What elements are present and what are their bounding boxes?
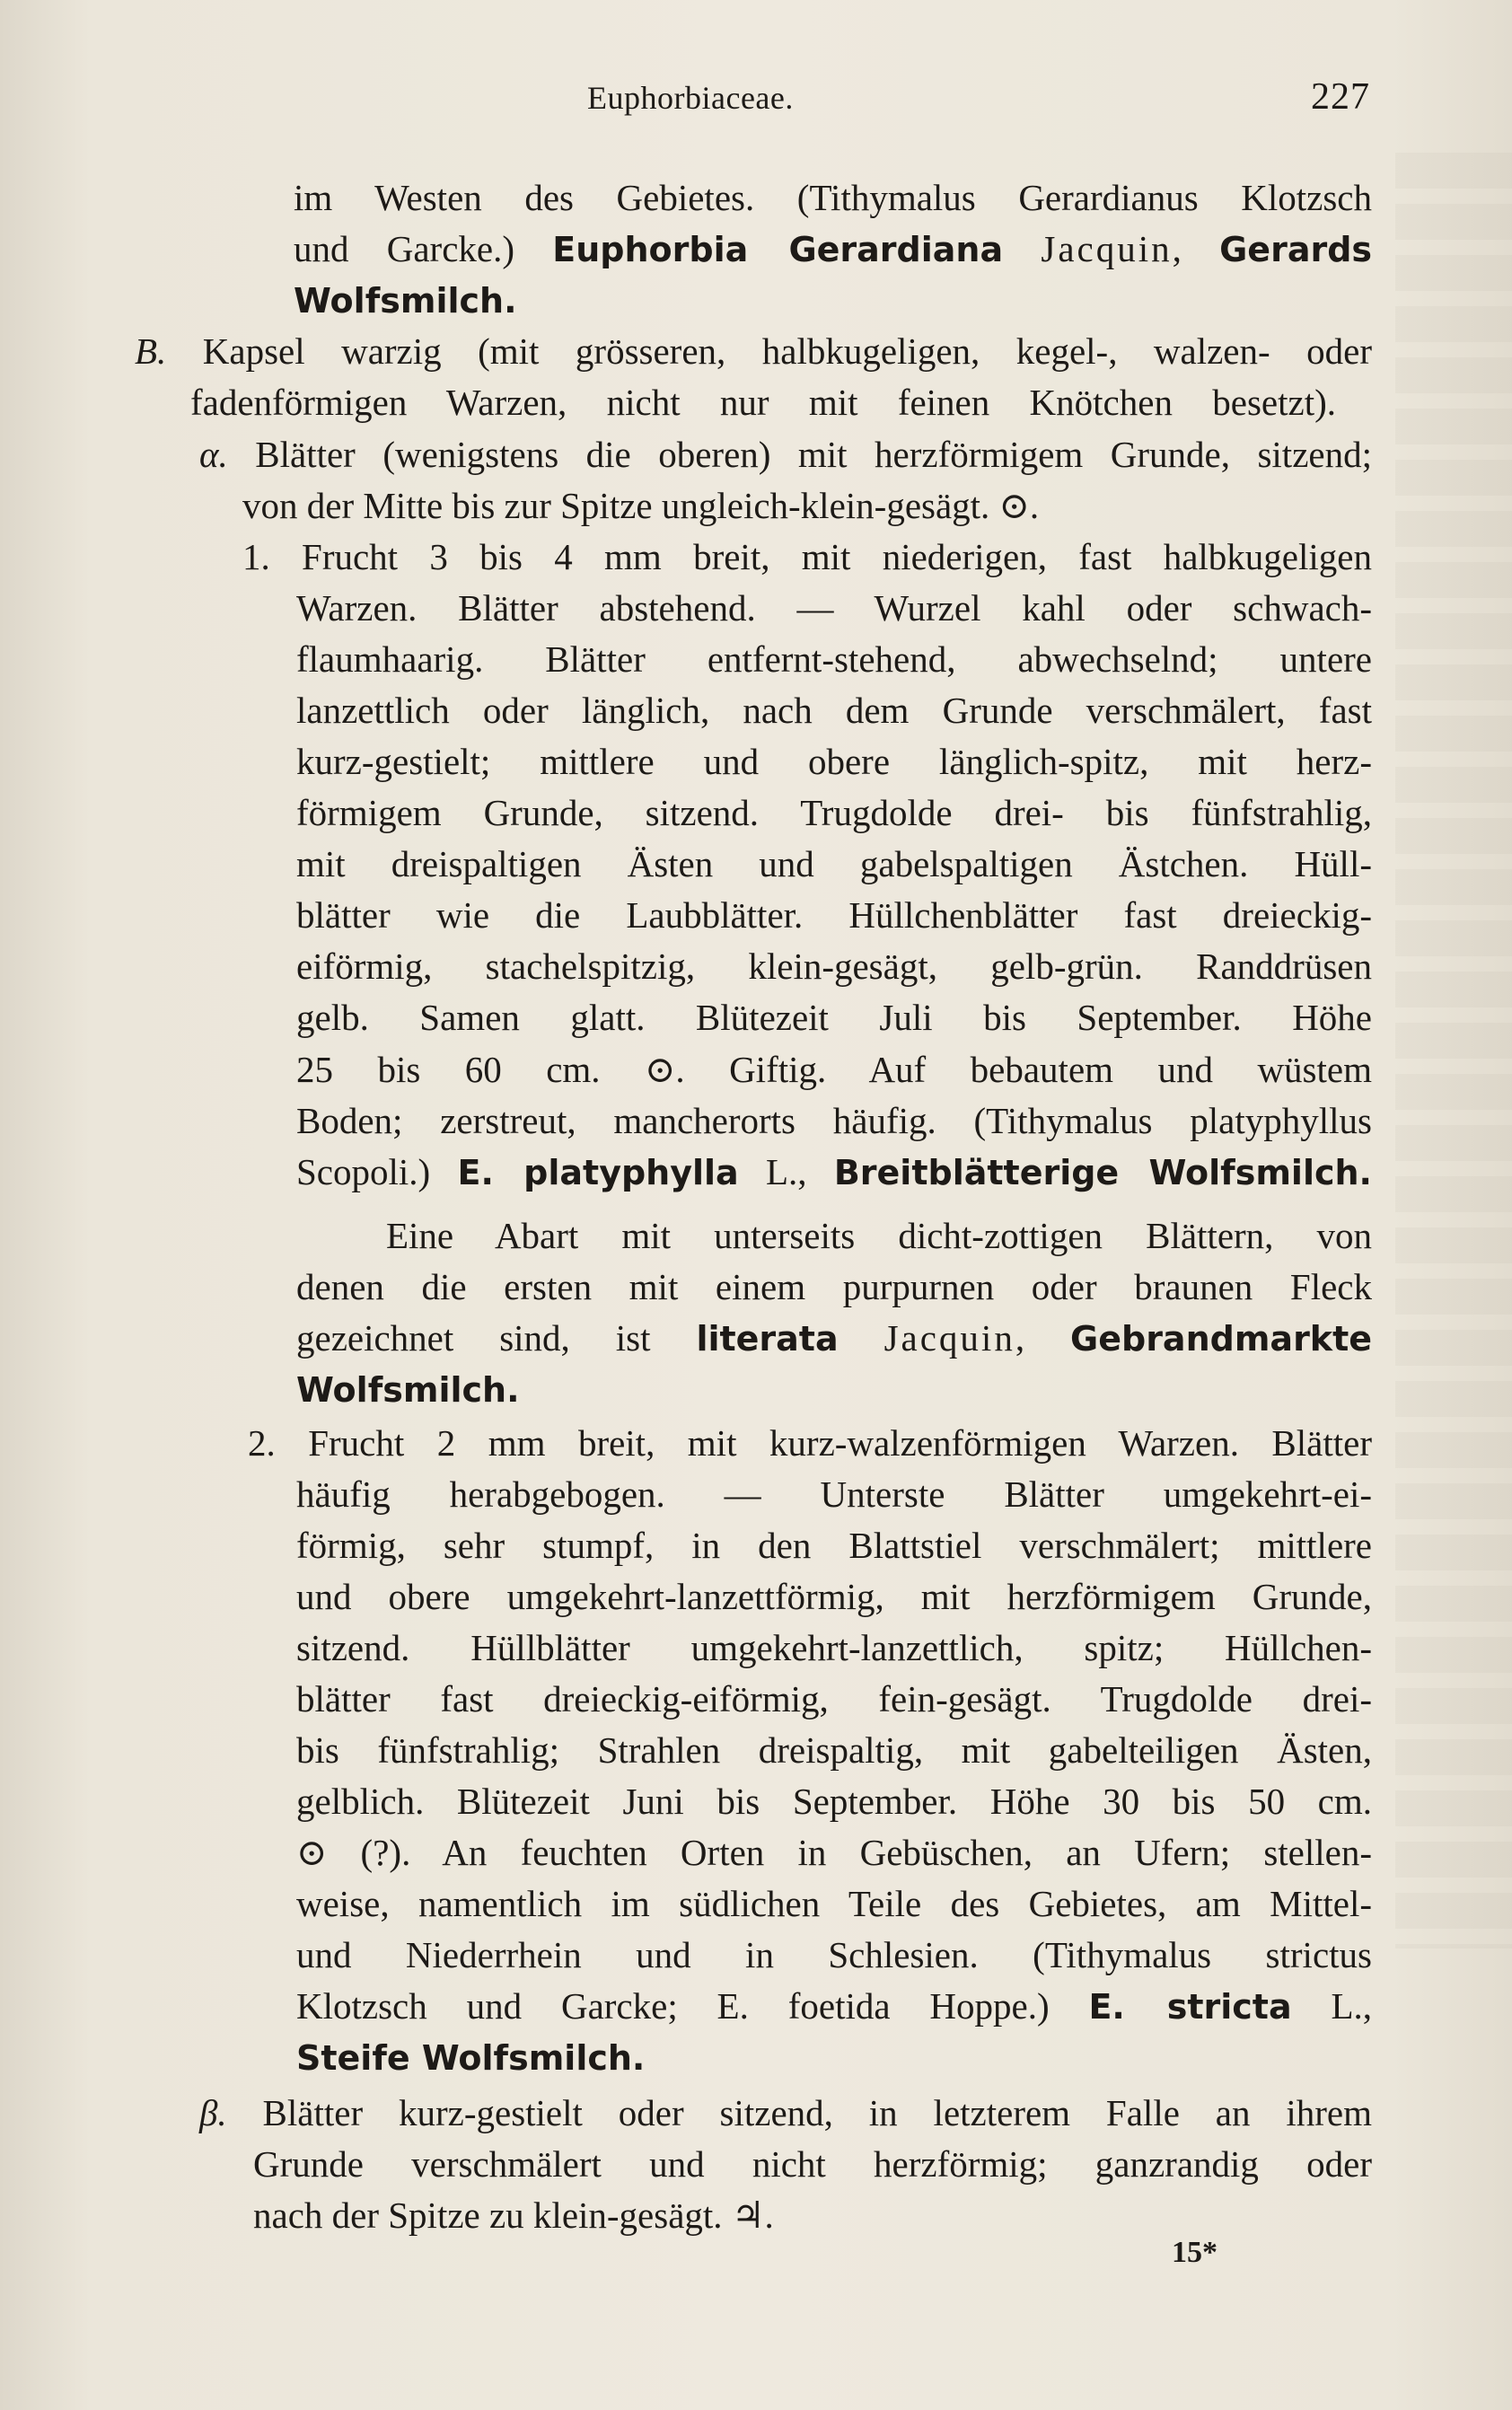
- text-line: Grunde verschmälert und nicht herzförmig; ganzrandig oder: [253, 2143, 1372, 2185]
- text-line: 2. Frucht 2 mm breit, mit kurz-walzenförmigen Warzen. Blätter: [248, 1422, 1372, 1464]
- text-line: von der Mitte bis zur Spitze ungleich-klein-gesägt. ⊙.: [242, 485, 1040, 526]
- text-line: ⊙ (?). An feuchten Orten in Gebüschen, an Ufern; stellen-: [296, 1832, 1372, 1873]
- text-line: eiförmig, stachelspitzig, klein-gesägt, gelb-grün. Randdrüsen: [296, 946, 1372, 987]
- text-line: Klotzsch und Garcke; E. foetida Hoppe.) E. stricta L.,: [296, 1985, 1372, 2027]
- text-line: lanzettlich oder länglich, nach dem Grunde verschmälert, fast: [296, 690, 1372, 731]
- text-line: β. Blätter kurz-gestielt oder sitzend, in letzterem Falle an ihrem: [199, 2092, 1372, 2133]
- text-line: blätter wie die Laubblätter. Hüllchenblätter fast dreieckig-: [296, 894, 1372, 936]
- text-line: Warzen. Blätter abstehend. — Wurzel kahl oder schwach-: [296, 587, 1372, 629]
- text-line: im Westen des Gebietes. (Tithymalus Gerardianus Klotzsch: [294, 177, 1372, 218]
- text-line: B. Kapsel warzig (mit grösseren, halbkugeligen, kegel-, walzen- oder: [135, 330, 1372, 372]
- common-name: Steife Wolfsmilch.: [296, 2038, 646, 2078]
- text-line: 1. Frucht 3 bis 4 mm breit, mit niederigen, fast halbkugeligen: [242, 536, 1372, 577]
- text-line: mit dreispaltigen Ästen und gabelspaltigen Ästchen. Hüll-: [296, 843, 1372, 884]
- species-name: Euphorbia Gerardiana: [552, 230, 1004, 269]
- text-line: Boden; zerstreut, mancherorts häufig. (Tithymalus platyphyllus: [296, 1100, 1372, 1141]
- text-line: häufig herabgebogen. — Unterste Blätter umgekehrt-ei-: [296, 1473, 1372, 1515]
- text-line: nach der Spitze zu klein-gesägt. ♃.: [253, 2195, 774, 2236]
- common-name: Breitblätterige Wolfsmilch.: [833, 1153, 1372, 1192]
- text-line: blätter fast dreieckig-eiförmig, fein-gesägt. Trugdolde drei-: [296, 1678, 1372, 1720]
- text-line: [296, 1364, 1372, 1414]
- text-line: und obere umgekehrt-lanzettförmig, mit herzförmigem Grunde,: [296, 1576, 1372, 1617]
- species-name: E. stricta: [1088, 1987, 1292, 2027]
- text-line: förmigem Grunde, sitzend. Trugdolde drei- bis fünfstrahlig,: [296, 792, 1372, 833]
- text-line: weise, namentlich im südlichen Teile des Gebietes, am Mittel-: [296, 1883, 1372, 1924]
- section-marker: B.: [135, 330, 167, 372]
- common-name: Gebrandmarkte: [1070, 1319, 1373, 1359]
- text-line: gezeichnet sind, ist literata Jacquin, Gebrandmarkte: [296, 1317, 1373, 1359]
- text-line: bis fünfstrahlig; Strahlen dreispaltig, mit gabelteiligen Ästen,: [296, 1729, 1372, 1771]
- running-title: Euphorbiaceae.: [587, 80, 794, 116]
- text-line: α. Blätter (wenigstens die oberen) mit herzförmigem Grunde, sitzend;: [199, 434, 1372, 475]
- text-line: gelblich. Blütezeit Juni bis September. Höhe 30 bis 50 cm.: [296, 1781, 1372, 1822]
- text-line: [296, 2032, 1372, 2082]
- author-name: Jacquin: [883, 1317, 1015, 1359]
- section-marker: α.: [199, 434, 228, 475]
- text-line: förmig, sehr stumpf, in den Blattstiel verschmälert; mittlere: [296, 1525, 1372, 1566]
- species-name: E. platyphylla: [457, 1153, 739, 1192]
- text-line: sitzend. Hüllblätter umgekehrt-lanzettlich, spitz; Hüllchen-: [296, 1627, 1372, 1668]
- text-line: kurz-gestielt; mittlere und obere länglich-spitz, mit herz-: [296, 741, 1372, 782]
- section-marker: β.: [199, 2092, 227, 2133]
- text-line: flaumhaarig. Blätter entfernt-stehend, abwechselnd; untere: [296, 638, 1372, 680]
- text-line: [294, 275, 1372, 325]
- text-line: und Niederrhein und in Schlesien. (Tithymalus strictus: [296, 1934, 1372, 1975]
- text-line: Scopoli.) E. platyphylla L., Breitblätterige Wolfsmilch.: [296, 1151, 1372, 1192]
- text-line: denen die ersten mit einem purpurnen oder braunen Fleck: [296, 1266, 1372, 1307]
- common-name: Wolfsmilch.: [296, 1370, 520, 1410]
- page-number: 227: [1311, 76, 1370, 118]
- text-line: 25 bis 60 cm. ⊙. Giftig. Auf bebautem und wüstem: [296, 1049, 1372, 1090]
- author-name: Jacquin: [1041, 228, 1173, 269]
- signature-mark: 15*: [1172, 2236, 1218, 2269]
- text-line: und Garcke.) Euphorbia Gerardiana Jacquin, Gerards: [294, 228, 1373, 269]
- text-line: Eine Abart mit unterseits dicht-zottigen Blättern, von: [386, 1215, 1372, 1256]
- common-name: Wolfsmilch.: [294, 281, 517, 321]
- variety-name: literata: [696, 1319, 839, 1359]
- text-line: fadenförmigen Warzen, nicht nur mit feinen Knötchen besetzt).: [190, 382, 1336, 423]
- text-line: gelb. Samen glatt. Blütezeit Juli bis September. Höhe: [296, 997, 1372, 1038]
- common-name: Gerards: [1219, 230, 1373, 269]
